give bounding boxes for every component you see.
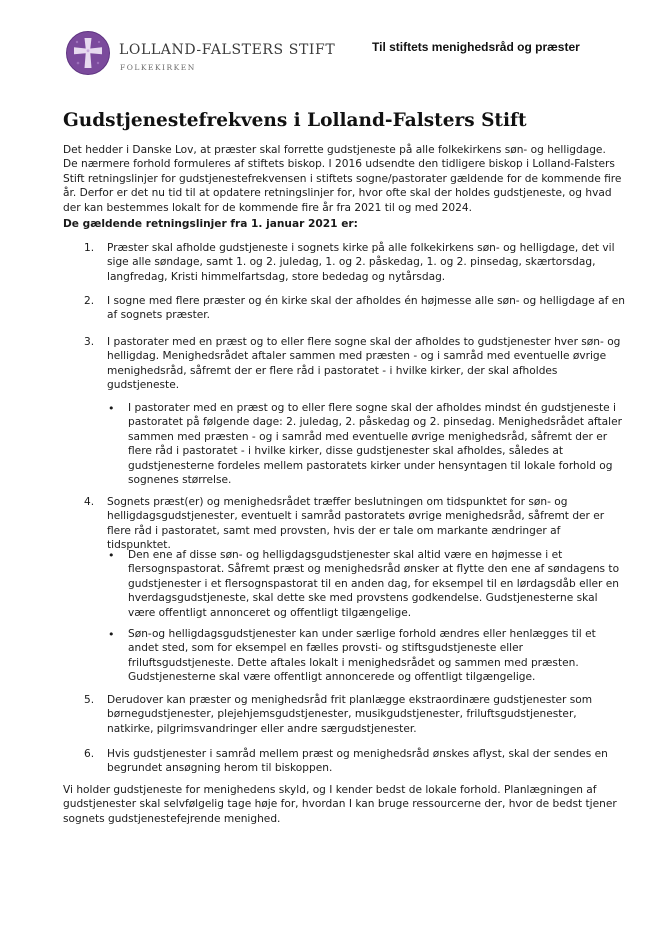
bullet-marker: • (108, 628, 115, 641)
list-item-text: I sogne med flere præster og én kirke skal der afholdes én højmesse alle søn- og helligdage af en af sognets præster. (107, 295, 625, 322)
closing-paragraph: Vi holder gudstjeneste for menighedens skyld, og I kender bedst de lokale forhold. Planlægningen af gudstjenester skal selvfølgelig tage høje for, hvordan I kan bruge ressourcerne der, hvor de bedst tjener sognets gudstjenestefejrende menighed. (63, 784, 617, 825)
list-item-text: I pastorater med en præst og to eller flere sogne skal der afholdes to gudstjenester hver søn- og helligdag. Menighedsrådet aftaler sammen med præsten - og i samråd med eventuelle øvrige menighedsråd, såfremt der er flere råd i pastoratet - i hvilke kirker, der skal afholdes gudstjeneste. (107, 336, 621, 392)
document-title: Gudstjenestefrekvens i Lolland-Falsters Stift (63, 110, 527, 131)
bullet-text: I pastorater med en præst og to eller flere sogne skal der afholdes mindst én gudstjeneste i pastoratet på følgende dage: 2. juledag, 2. påskedag og 2. pinsedag. Menighedsrådet aftaler sammen med præsten - og i samråd med eventuelle øvrige menighedsråd, såfremt der er flere råd i pastoratet - i hvilke kirker, disse gudstjenester skal afholdes, således at gudstjenesterne fordeles mellem pastoratets kirker under hensyntagen til lokale forhold og sognenes størrelse. (128, 402, 622, 487)
list-item-text: Derudover kan præster og menighedsråd frit planlægge ekstraordinære gudstjenester som børnegudstjenester, plejehjemsgudstjenester, musikgudstjenester, friluftsgudstjenester, natkirke, pilgrimsvandringer eller andre særgudstjenester. (107, 694, 593, 735)
bullet-text: Den ene af disse søn- og helligdagsgudstjenester skal altid være en højmesse i et flersognspastorat. Såfremt præst og menighedsråd ønsker at flytte den ene af søndagens to gudstjenester i et flersognspastorat til en anden dag, for eksempel til en lørdagsdåb eller en hverdagsgudstjeneste, skal dette ske med provstens godkendelse. Gudstjenesterne skal være offentligt annonceret og offentligt tilgængelige. (128, 549, 620, 619)
list-item-number: 4. (84, 496, 95, 508)
addressee-line: Til stiftets menighedsråd og præster (372, 40, 580, 54)
guidelines-heading: De gældende retningslinjer fra 1. januar 2021 er: (63, 218, 358, 230)
intro-paragraph: Det hedder i Danske Lov, at præster skal forrette gudstjeneste på alle folkekirkens søn- og helligdage. De nærmere forhold formuleres af stiftets biskop. I 2016 udsendte den tidligere biskop i Lolland-Falsters Stift retningslinjer for gudstjenestefrekvensen i stiftets sogne/pastorater gældende for de kommende fire år. Derfor er det nu tid til at opdatere retningslinjer for, hvor ofte skal der holdes gudstjeneste, og hvad der kan bestemmes lokalt for de kommende fire år fra 2021 til og med 2024. (63, 144, 622, 214)
list-item-number: 6. (84, 748, 95, 760)
list-item-number: 2. (84, 295, 95, 307)
list-item-number: 5. (84, 694, 95, 706)
list-item-text: Hvis gudstjenester i samråd mellem præst og menighedsråd ønskes aflyst, skal der sendes en begrundet ansøgning herom til biskoppen. (107, 748, 608, 775)
org-subtitle: FOLKEKIRKEN (120, 63, 196, 72)
bullet-marker: • (108, 549, 115, 562)
list-item-number: 1. (84, 242, 95, 254)
diocese-cross-logo-icon (66, 31, 110, 75)
list-item-number: 3. (84, 336, 95, 348)
org-name: LOLLAND-FALSTERS STIFT (119, 42, 336, 58)
bullet-marker: • (108, 402, 115, 415)
list-item-text: Præster skal afholde gudstjeneste i sognets kirke på alle folkekirkens søn- og helligdage, det vil sige alle søndage, samt 1. og 2. juledag, 1. og 2. påskedag, 1. og 2. pinsedag, skærtorsdag, langfredag, Kristi himmelfartsdag, store bededag og nytårsdag. (107, 242, 615, 283)
bullet-text: Søn-og helligdagsgudstjenester kan under særlige forhold ændres eller henlægges til et andet sted, som for eksempel en fælles provsti- og stiftsgudstjeneste eller friluftsgudstjeneste. Dette aftales lokalt i menighedsrådet og sammen med præsten. Gudstjenesterne skal være offentligt annoncerede og offentligt tilgængelige. (128, 628, 596, 684)
list-item-text: Sognets præst(er) og menighedsrådet træffer beslutningen om tidspunktet for søn- og helligdagsgudstjenester, eventuelt i samråd pastoratets øvrige menighedsråd, såfremt der er flere råd i pastoratet, samt med provsten, hvis der er tale om markante ændringer af tidspunktet. (107, 496, 605, 552)
